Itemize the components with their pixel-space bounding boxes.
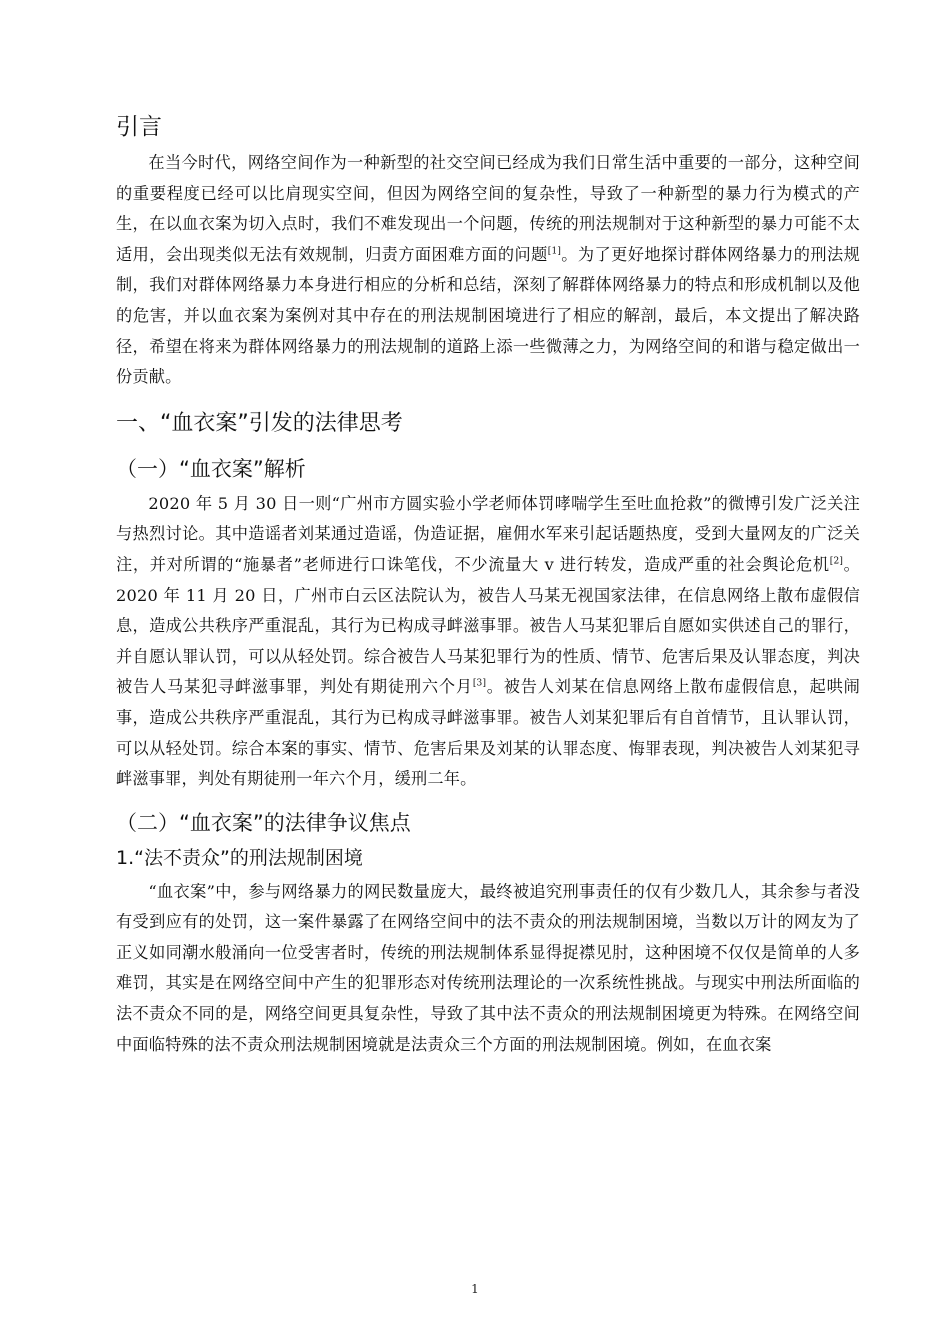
subsection-1-heading: （一）“血衣案”解析 — [116, 456, 306, 481]
intro-text-1: 在当今时代，网络空间作为一种新型的社交空间已经成为我们日常生活中重要的一部分，这种空间的重要程度已经可以比肩现实空间，但因为网络空间的复杂性，导致了一种新型的暴力行为模式的产生，在以血衣案为切入点时，我们不难发现出一个问题，传统的刑法规制对于这种新型的暴力可能不太适用，会出现类似无法有效规制，归责方面困难方面的问题 — [116, 153, 860, 264]
subsubsection-1-heading: 1.“法不责众”的刑法规制困境 — [116, 846, 363, 869]
citation-2: [2] — [829, 556, 844, 567]
subsection-2-heading: （二）“血衣案”的法律争议焦点 — [116, 810, 411, 835]
page-number: 1 — [471, 1282, 479, 1296]
citation-3: [3] — [472, 678, 487, 689]
intro-text-2: 。为了更好地探讨群体网络暴力的刑法规制，我们对群体网络暴力本身进行相应的分析和总结，深刻了解群体网络暴力的特点和形成机制以及他的危害，并以血衣案为案例对其中存在的刑法规制困境进行了相应的解剖，最后，本文提出了解决路径，希望在将来为群体网络暴力的刑法规制的道路上添一些微薄之力，为网络空间的和谐与稳定做出一份贡献。 — [116, 244, 860, 387]
intro-paragraph — [116, 148, 860, 393]
dilemma-paragraph: “血衣案”中，参与网络暴力的网民数量庞大，最终被追究刑事责任的仅有少数几人，其余参与者没有受到应有的处罚，这一案件暴露了在网络空间中的法不责众的刑法规制困境，当数以万计的网友为了正义如同潮水般涌向一位受害者时，传统的刑法规制体系显得捉襟见肘，这种困境不仅仅是简单的人多难罚，其实是在网络空间中产生的犯罪形态对传统刑法理论的一次系统性挑战。与现实中刑法所面临的法不责众不同的是，网络空间更具复杂性，导致了其中法不责众的刑法规制困境更为特殊。在网络空间中面临特殊的法不责众刑法规制困境就是法责众三个方面的刑法规制困境。例如，在血衣案 — [116, 881, 860, 1054]
case-paragraph — [116, 489, 860, 795]
citation-1: [1] — [547, 246, 562, 257]
document-page — [116, 110, 860, 1060]
case-text-1: 2020 年 5 月 30 日一则“广州市方圆实验小学老师体罚哮喘学生至吐血抢救”的微博引发广泛关注与热烈讨论。其中造谣者刘某通过造谣，伪造证据，雇佣水军来引起话题热度，受到大量网友的广泛关注，并对所谓的“施暴者”老师进行口诛笔伐，不少流量大 v 进行转发，造成严重的社会舆论危机 — [116, 493, 860, 574]
section-1-heading: 一、“血衣案”引发的法律思考 — [116, 410, 403, 436]
case-text-3: 。被告人刘某在信息网络上散布虚假信息，起哄闹事，造成公共秩序严重混乱，其行为已构成寻衅滋事罪。被告人刘某犯罪后有自首情节，且认罪认罚，可以从轻处罚。综合本案的事实、情节、危害后果及刘某的认罪态度、悔罪表现，判决被告人刘某犯寻衅滋事罪，判处有期徒刑一年六个月，缓刑二年。 — [116, 677, 860, 789]
case-text-2: 。2020 年 11 月 20 日，广州市白云区法院认为，被告人马某无视国家法律，在信息网络上散布虚假信息，造成公共秩序严重混乱，其行为已构成寻衅滋事罪。被告人马某犯罪后自愿如实供述自己的罪行，并自愿认罪认罚，可以从轻处罚。综合被告人马某犯罪行为的性质、情节、危害后果及认罪态度，判决被告人马某犯寻衅滋事罪，判处有期徒刑六个月 — [116, 554, 860, 697]
intro-heading: 引言 — [116, 114, 162, 140]
